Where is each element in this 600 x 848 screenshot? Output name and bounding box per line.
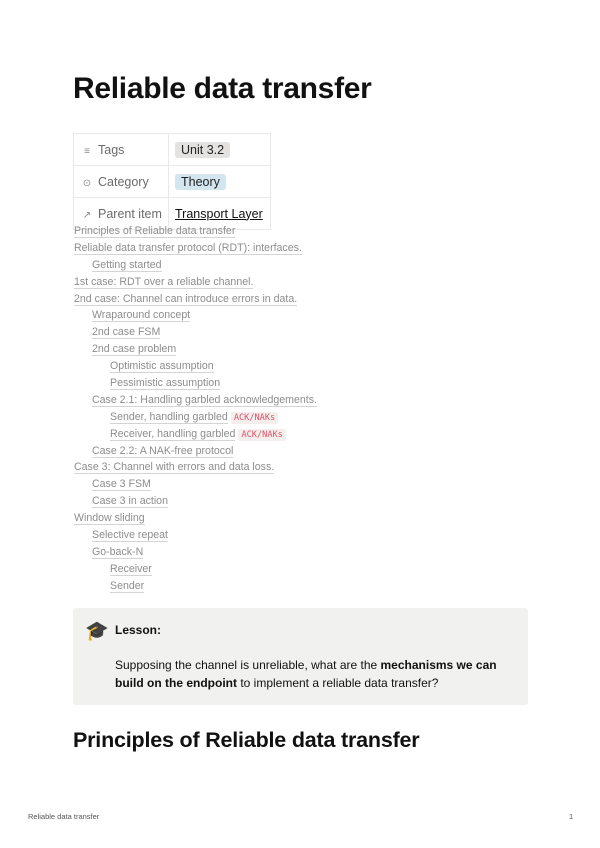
toc-item[interactable]: 2nd case FSM <box>92 326 161 339</box>
toc-item[interactable]: Sender <box>110 579 145 592</box>
properties-table <box>73 133 271 230</box>
property-value <box>169 134 271 166</box>
list-icon: ≡ <box>84 145 90 157</box>
toc-item[interactable]: 2nd case: Channel can introduce errors in data. <box>74 292 298 305</box>
toc-item[interactable]: Case 3 FSM <box>92 478 151 491</box>
toc-item[interactable]: Pessimistic assumption <box>110 377 221 390</box>
footer-title: Reliable data transfer <box>28 812 100 821</box>
parent-item-link[interactable]: Transport Layer <box>175 206 263 221</box>
toc-item[interactable]: Case 2.1: Handling garbled acknowledgements. <box>92 393 317 406</box>
property-label: ≡ Tags <box>74 134 169 166</box>
page-title: Reliable data transfer <box>73 72 372 105</box>
toc-item[interactable]: Sender, handling garbled ACK/NAKs <box>74 409 317 426</box>
section-heading: Principles of Reliable data transfer <box>73 728 420 752</box>
tag-badge: Unit 3.2 <box>175 142 230 158</box>
callout-body: Supposing the channel is unreliable, what are the mechanisms we can build on the endpoint to implement a reliable data transfer? <box>115 658 497 690</box>
property-value <box>169 166 271 198</box>
inline-code: ACK/NAKs <box>238 429 285 441</box>
table-of-contents <box>74 223 317 595</box>
toc-item[interactable]: Case 3: Channel with errors and data loss. <box>74 461 275 474</box>
toc-item[interactable]: Case 3 in action <box>92 495 168 508</box>
arrow-up-right-icon: ↗ <box>82 209 92 221</box>
toc-item[interactable]: Getting started <box>92 258 162 271</box>
toc-item[interactable]: Window sliding <box>74 512 145 525</box>
footer-page-number: 1 <box>569 812 574 821</box>
toc-item[interactable]: Reliable data transfer protocol (RDT): interfaces. <box>74 241 302 254</box>
property-label: ⊙ Category <box>74 166 169 198</box>
circle-dot-icon: ⊙ <box>82 177 92 189</box>
property-label: ↗ Parent item <box>74 198 169 230</box>
toc-item[interactable]: Receiver, handling garbled ACK/NAKs <box>74 426 317 443</box>
toc-item[interactable]: Optimistic assumption <box>110 360 214 373</box>
toc-item[interactable]: Principles of Reliable data transfer <box>74 225 236 237</box>
toc-item[interactable]: Go-back-N <box>92 545 144 558</box>
lesson-callout <box>73 608 528 705</box>
inline-code: ACK/NAKs <box>231 412 278 424</box>
toc-item[interactable]: Wraparound concept <box>92 309 191 322</box>
toc-item[interactable]: 1st case: RDT over a reliable channel. <box>74 275 254 288</box>
toc-item[interactable]: Selective repeat <box>92 529 168 542</box>
callout-heading: Lesson: <box>115 623 162 637</box>
toc-item[interactable]: Receiver <box>110 562 152 575</box>
graduation-cap-icon: 🎓 <box>85 621 109 642</box>
property-row <box>74 166 271 198</box>
toc-item[interactable]: Case 2.2: A NAK-free protocol <box>92 444 234 457</box>
property-row <box>74 134 271 166</box>
tag-badge: Theory <box>175 174 226 190</box>
toc-item[interactable]: 2nd case problem <box>92 343 177 356</box>
